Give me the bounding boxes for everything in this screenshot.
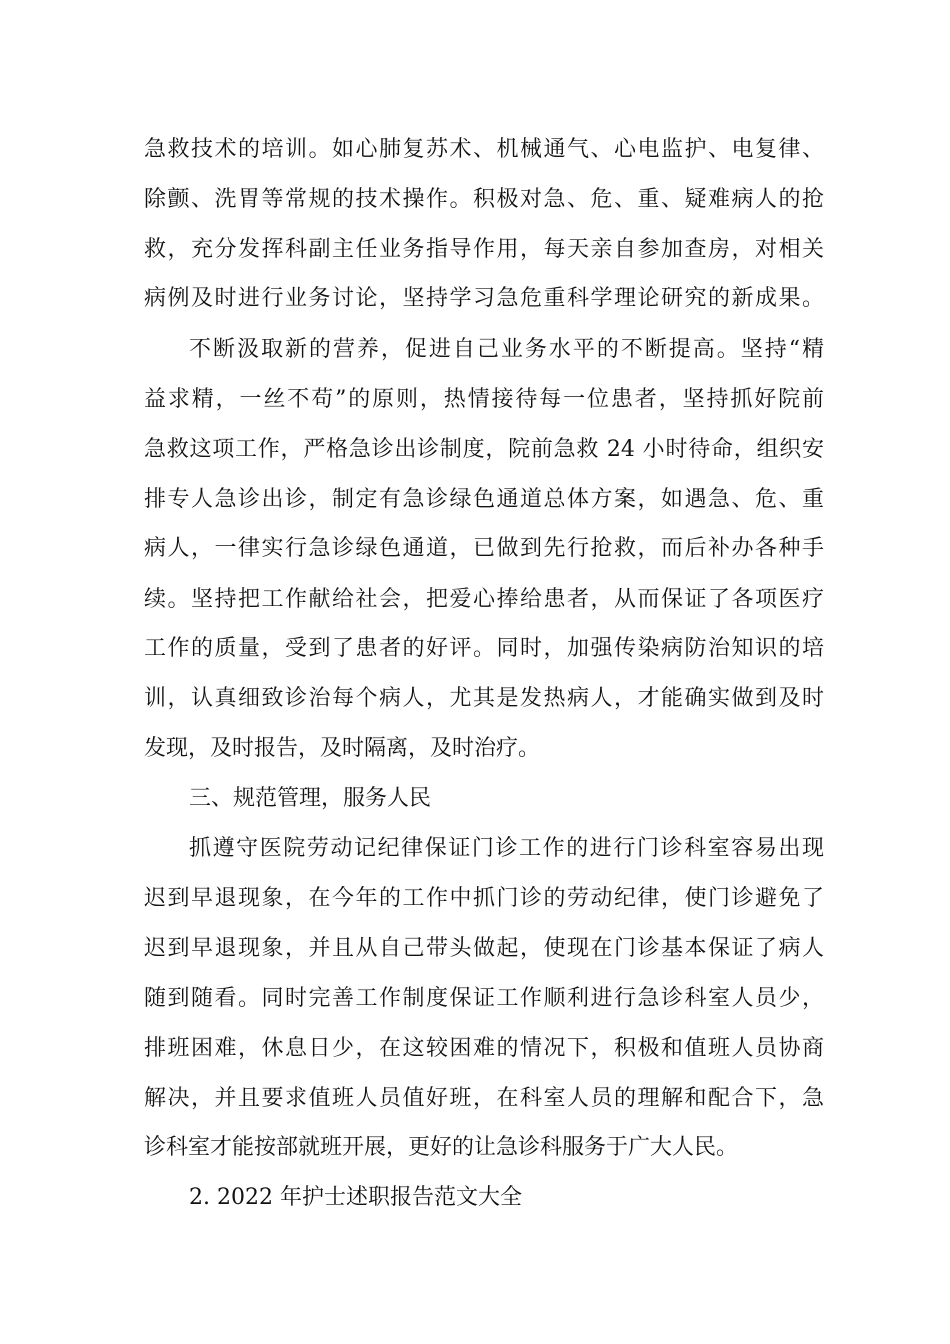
- paragraph-3-line-7: 诊科室才能按部就班开展，更好的让急诊科服务于广大人民。: [144, 1135, 739, 1160]
- paragraph-2-line-7: 工作的质量，受到了患者的好评。同时，加强传染病防治知识的培: [144, 636, 824, 661]
- paragraph-2-line-5: 病人，一律实行急诊绿色通道，已做到先行抢救，而后补办各种手: [144, 536, 824, 561]
- paragraph-2-line-4: 排专人急诊出诊，制定有急诊绿色通道总体方案，如遇急、危、重: [144, 487, 824, 512]
- paragraph-2-line-8: 训，认真细致诊治每个病人，尤其是发热病人，才能确实做到及时: [144, 686, 824, 711]
- paragraph-3-line-2: 迟到早退现象，在今年的工作中抓门诊的劳动纪律，使门诊避免了: [144, 886, 824, 911]
- paragraph-3-line-4: 随到随看。同时完善工作制度保证工作顺利进行急诊科室人员少，: [144, 986, 824, 1011]
- paragraph-2-line-6: 续。坚持把工作献给社会，把爱心捧给患者，从而保证了各项医疗: [144, 587, 824, 612]
- paragraph-1-line-2: 除颤、洗胃等常规的技术操作。积极对急、危、重、疑难病人的抢: [144, 187, 824, 212]
- paragraph-3-line-5: 排班困难，休息日少，在这较困难的情况下，积极和值班人员协商: [144, 1036, 824, 1061]
- paragraph-2-line-3: 急救这项工作，严格急诊出诊制度，院前急救 24 小时待命，组织安: [144, 437, 824, 462]
- paragraph-1-line-4: 病例及时进行业务讨论，坚持学习急危重科学理论研究的新成果。: [144, 286, 824, 311]
- paragraph-3-line-6: 解决，并且要求值班人员值好班，在科室人员的理解和配合下，急: [144, 1086, 824, 1111]
- paragraph-3-line-3: 迟到早退现象，并且从自己带头做起，使现在门诊基本保证了病人: [144, 936, 824, 961]
- paragraph-2-line-9: 发现，及时报告，及时隔离，及时治疗。: [144, 736, 541, 761]
- paragraph-1-line-1: 急救技术的培训。如心肺复苏术、机械通气、心电监护、电复律、: [144, 137, 824, 162]
- paragraph-3-line-1: 抓遵守医院劳动记纪律保证门诊工作的进行门诊科室容易出现: [189, 836, 824, 861]
- paragraph-2-line-2: 益求精，一丝不苟”的原则，热情接待每一位患者，坚持抓好院前: [144, 387, 824, 412]
- next-report-title: 2. 2022 年护士述职报告范文大全: [189, 1185, 522, 1210]
- paragraph-2-line-1: 不断汲取新的营养，促进自己业务水平的不断提高。坚持“精: [189, 337, 824, 362]
- section-heading: 三、规范管理，服务人民: [189, 786, 432, 811]
- paragraph-1-line-3: 救，充分发挥科副主任业务指导作用，每天亲自参加查房，对相关: [144, 237, 824, 262]
